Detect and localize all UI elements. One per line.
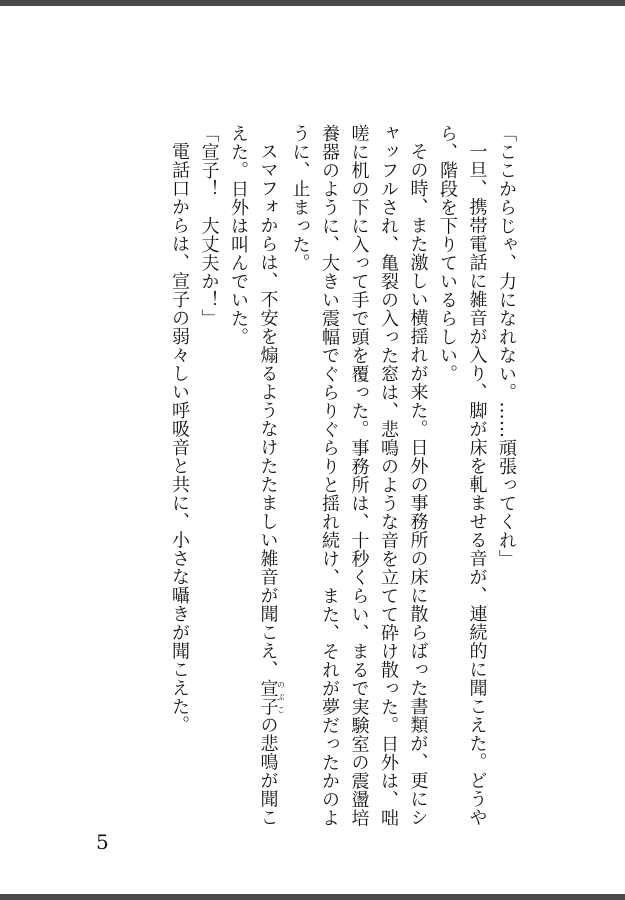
paragraph-4 bbox=[224, 124, 286, 834]
vertical-text-body bbox=[81, 124, 521, 834]
page-number: 5 bbox=[96, 830, 109, 854]
paragraph-3: その時、また激しい横揺れが来た。日外の事務所の床に散らばった書類が、更にシャッフルされ、亀裂の入った窓は、悲鳴のような音を立てて砕け散った。日外は、咄嗟に机の下に入って手で頭を覆った。事務所は、十秒くらい、まるで実験室の震盪培養器のように、大きい震幅でぐらりぐらりと揺れ続け、また、それが夢だったかのように、止まった。 bbox=[289, 124, 429, 827]
ruby-reading: のぶこ bbox=[276, 678, 286, 716]
bottom-border bbox=[0, 894, 625, 900]
ruby-base: 宣子 bbox=[257, 678, 279, 716]
paragraph-4-post: の悲鳴が聞こえた。日外は叫んでいた。 bbox=[228, 124, 279, 827]
top-border bbox=[0, 0, 625, 6]
paragraph-6: 電話口からは、宣子の弱々しい呼吸音と共に、小さな囁きが聞こえた。 bbox=[169, 142, 190, 734]
paragraph-2: 一旦、携帯電話に雑音が入り、脚が床を軋ませる音が、連続的に聞こえた。どうやら、階段を下りているらしい。 bbox=[437, 124, 488, 827]
paragraph-4-pre: スマフォからは、不安を煽るようなけたたましい雑音が聞こえ、 bbox=[257, 142, 279, 679]
ruby-nobuko bbox=[257, 678, 286, 716]
paragraph-quote-1: 「ここからじゃ、力になれない。……頑張ってくれ」 bbox=[496, 124, 517, 568]
paragraph-quote-5: 「宣子！ 大丈夫か！」 bbox=[198, 124, 220, 328]
